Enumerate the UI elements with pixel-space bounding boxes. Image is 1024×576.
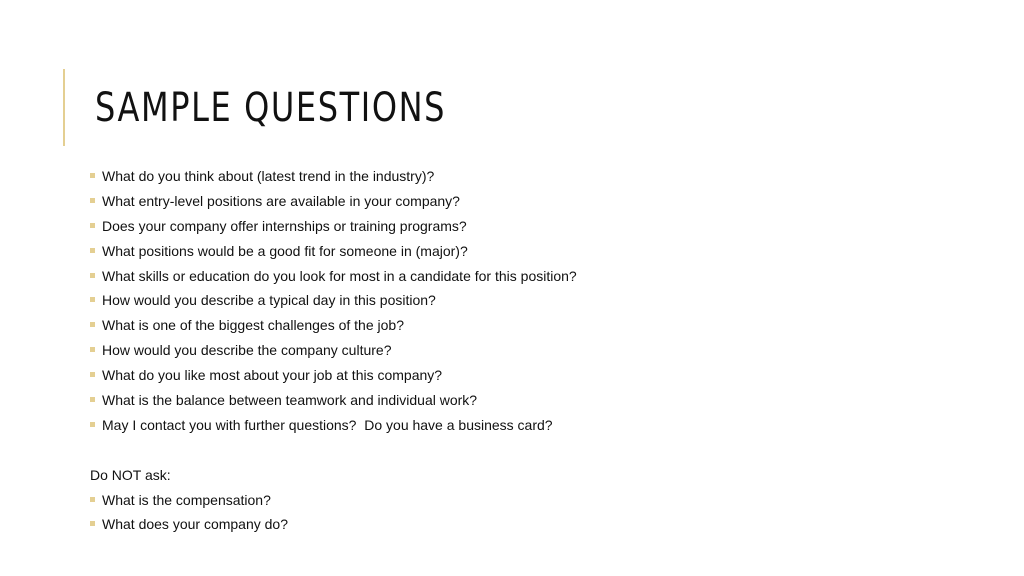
list-item [90,239,950,264]
question-text: What do you think about (latest trend in the industry)? [102,168,435,184]
list-item [90,214,950,239]
list-item [90,338,950,363]
bullet-square-icon [90,497,95,502]
slide-content [90,164,950,537]
bullet-square-icon [90,347,95,352]
question-text: What is the compensation? [102,491,271,508]
list-item [90,288,950,313]
question-text: What entry-level positions are available in your company? [102,192,460,209]
do-not-ask-heading: Do NOT ask: [90,466,171,483]
question-text: May I contact you with further questions? Do you have a business card? [102,416,553,433]
bullet-square-icon [90,273,95,278]
question-text: What positions would be a good fit for someone in (major)? [102,242,468,259]
question-text: What is one of the biggest challenges of the job? [102,317,404,334]
bullet-square-icon [90,397,95,402]
question-text: What do you like most about your job at this company? [102,367,443,384]
bullet-square-icon [90,198,95,203]
question-text: How would you describe the company culture? [102,342,392,359]
list-item [90,164,950,189]
question-text: What skills or education do you look for most in a candidate for this position? [102,267,577,284]
question-text: How would you describe a typical day in this position? [102,292,436,309]
bullet-square-icon [90,248,95,253]
list-item [90,363,950,388]
list-item [90,388,950,413]
question-text: What is the balance between teamwork and individual work? [102,392,478,409]
bullet-square-icon [90,297,95,302]
title-accent-bar [63,69,65,146]
bullet-square-icon [90,322,95,327]
question-text: Does your company offer internships or training programs? [102,217,467,234]
bullet-square-icon [90,422,95,427]
list-item [90,488,950,513]
bullet-square-icon [90,173,95,178]
list-item [90,313,950,338]
bullet-square-icon [90,372,95,377]
list-item [90,512,950,537]
slide-title: SAMPLE QUESTIONS [95,85,447,131]
list-item [90,413,950,438]
do-not-ask-list [90,488,950,538]
bullet-square-icon [90,521,95,526]
question-text: What does your company do? [102,516,288,533]
spacer [90,438,950,463]
list-item [90,264,950,289]
list-item [90,189,950,214]
sample-questions-list [90,164,950,438]
bullet-square-icon [90,223,95,228]
